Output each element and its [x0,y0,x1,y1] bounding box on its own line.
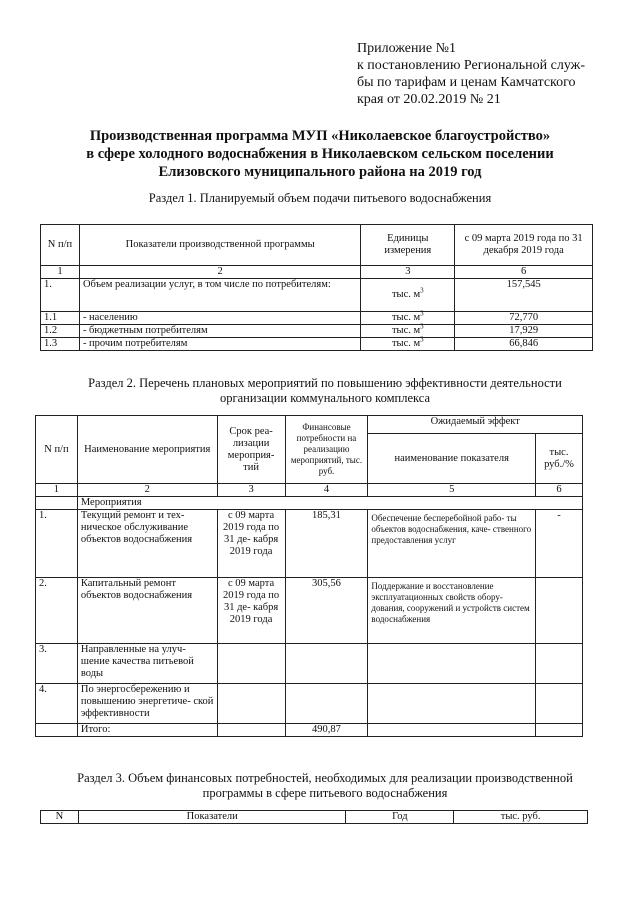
col-number: 6 [455,266,593,279]
row-finance: 305,56 [285,578,368,644]
row-num: 1.1 [41,312,80,325]
section2-heading-line: Раздел 2. Перечень плановых мероприятий по повышению эффективности деятельности [88,376,562,390]
row-name: По энергосбережению и повышению энергетиче- ской эффективности [77,684,217,724]
table-row [36,578,583,644]
row-finance: 185,31 [285,510,368,578]
table-row [41,325,593,338]
appendix-line: края от 20.02.2019 № 21 [357,92,501,107]
col-number: 1 [36,484,78,497]
row-num: 4. [36,684,78,724]
appendix-line: к постановлению Региональной служ- [357,58,586,73]
appendix-line: бы по тарифам и ценам Камчатского [357,75,576,90]
header-effect-unit: тыс. руб./% [535,434,582,484]
header-effect: Ожидаемый эффект [368,416,583,434]
col-number: 6 [535,484,582,497]
row-name: Капитальный ремонт объектов водоснабжения [77,578,217,644]
col-number: 2 [79,266,360,279]
group-label: Мероприятия [77,497,582,510]
row-effect: Поддержание и восстановление эксплуатационных свойств обору- дования, сооружений и устройств систем водоснабжения [368,578,536,644]
row-effect: Обеспечение бесперебойной рабо- ты объектов водоснабжения, каче- ственного предоставления услуг [368,510,536,578]
table-row [36,644,583,684]
row-num: 2. [36,578,78,644]
row-unit: тыс. $м^3$ [361,325,455,338]
row-num: 1.3 [41,338,80,351]
document-title [40,127,600,181]
appendix-line: Приложение №1 [357,41,456,56]
row-value: 17,929 [455,325,593,338]
header-num: N п/п [41,225,80,266]
row-name: - бюджетным потребителям [79,325,360,338]
table-row [41,338,593,351]
header-rub: тыс. руб. [454,811,588,824]
section3-heading-line: Раздел 3. Объем финансовых потребностей, необходимых для реализации производственной [77,771,573,785]
table-row [41,279,593,312]
row-effect-value [535,578,582,644]
section3-heading [40,771,610,801]
section2-table [35,415,583,737]
title-line: Елизовского муниципального района на 2019 год [158,164,482,180]
total-label: Итого: [77,724,217,737]
appendix-note [357,40,617,108]
row-effect-value: - [535,510,582,578]
row-num: 1. [41,279,80,312]
col-number: 3 [361,266,455,279]
row-name: - населению [79,312,360,325]
col-number: 1 [41,266,80,279]
row-value: 157,545 [455,279,593,312]
row-unit: тыс. $м^3$ [361,312,455,325]
header-year: Год [346,811,454,824]
header-name: Наименование мероприятия [77,416,217,484]
total-value: 490,87 [285,724,368,737]
row-num: 1.2 [41,325,80,338]
table-row [36,510,583,578]
header-indicators: Показатели [78,811,346,824]
section1-table [40,224,593,351]
header-num: N п/п [36,416,78,484]
row-name: Направленные на улуч- шение качества питьевой воды [77,644,217,684]
row-name: Объем реализации услуг, в том числе по потребителям: [79,279,360,312]
section2-heading [40,376,610,406]
section2-heading-line: организации коммунального комплекса [219,391,431,405]
row-value: 72,770 [455,312,593,325]
row-term: с 09 марта 2019 года по 31 де- кабря 2019 года [217,578,285,644]
section3-heading-line: программы в сфере питьевого водоснабжения [202,786,448,800]
row-num: 3. [36,644,78,684]
header-term: Срок реа- лизации мероприя- тий [217,416,285,484]
header-period: с 09 марта 2019 года по 31 декабря 2019 года [455,225,593,266]
header-finance: Финансовые потребности на реализацию мероприятий, тыс. руб. [285,416,368,484]
row-unit: тыс. $м^3$ [361,338,455,351]
section1-heading: Раздел 1. Планируемый объем подачи питьевого водоснабжения [148,191,492,205]
header-num: N [41,811,79,824]
row-term: с 09 марта 2019 года по 31 де- кабря 2019 года [217,510,285,578]
row-name: Текущий ремонт и тех- ническое обслуживание объектов водоснабжения [77,510,217,578]
row-name: - прочим потребителям [79,338,360,351]
section3-table [40,810,588,824]
col-number: 2 [77,484,217,497]
row-value: 66,846 [455,338,593,351]
row-unit: тыс. $м^3$ [361,279,455,312]
header-indicators: Показатели производственной программы [79,225,360,266]
row-num: 1. [36,510,78,578]
col-number: 4 [285,484,368,497]
header-units: Единицы измерения [361,225,455,266]
col-number: 3 [217,484,285,497]
total-row [36,724,583,737]
title-line: в сфере холодного водоснабжения в Николаевском сельском поселении [86,146,554,162]
table-row [41,312,593,325]
header-effect-name: наименование показателя [368,434,536,484]
table-row [36,684,583,724]
col-number: 5 [368,484,536,497]
title-line: Производственная программа МУП «Николаевское благоустройство» [89,128,551,144]
